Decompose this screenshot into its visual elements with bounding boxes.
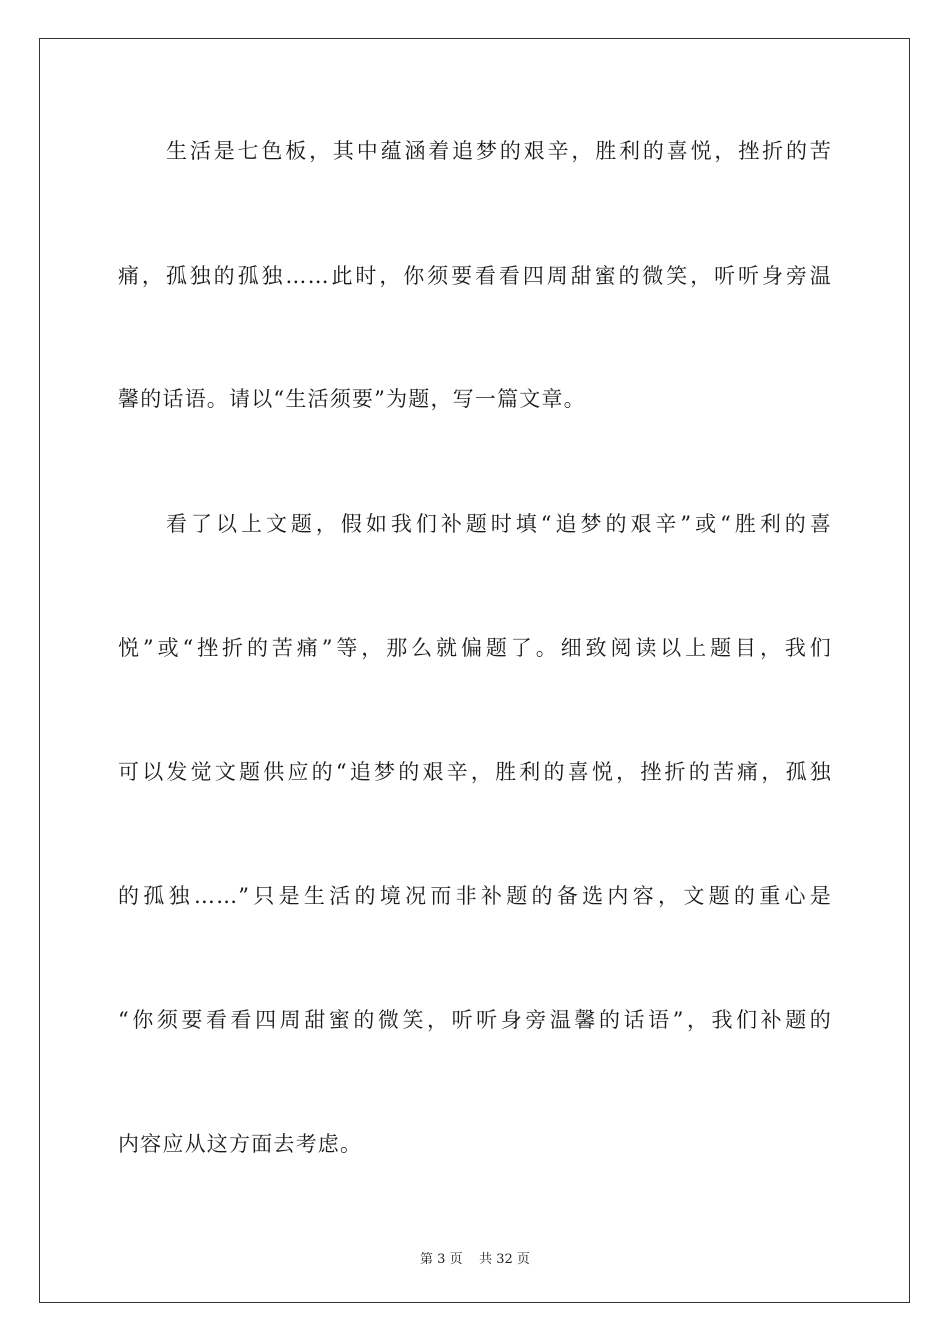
paragraph-2-line-4: 的孤独……”只是生活的境况而非补题的备选内容，文题的重心是 xyxy=(118,884,832,908)
page-total: 共 32 页 xyxy=(479,1252,530,1267)
page-number: 第 3 页 xyxy=(420,1252,463,1267)
paragraph-2-line-1: 看了以上文题，假如我们补题时填“追梦的艰辛”或“胜利的喜 xyxy=(166,512,832,536)
page-frame xyxy=(39,38,910,1303)
page-footer xyxy=(0,1248,950,1267)
paragraph-1-line-3: 馨的话语。请以“生活须要”为题，写一篇文章。 xyxy=(118,387,586,411)
paragraph-1-line-2: 痛，孤独的孤独……此时，你须要看看四周甜蜜的微笑，听听身旁温 xyxy=(118,264,832,288)
paragraph-2-line-3: 可以发觉文题供应的“追梦的艰辛，胜利的喜悦，挫折的苦痛，孤独 xyxy=(118,760,832,784)
paragraph-1-line-1: 生活是七色板，其中蕴涵着追梦的艰辛，胜利的喜悦，挫折的苦 xyxy=(166,139,832,163)
paragraph-2-line-2: 悦”或“挫折的苦痛”等，那么就偏题了。细致阅读以上题目，我们 xyxy=(118,636,832,660)
paragraph-2-line-5: “你须要看看四周甜蜜的微笑，听听身旁温馨的话语”，我们补题的 xyxy=(118,1008,832,1032)
paragraph-2-line-6: 内容应从这方面去考虑。 xyxy=(118,1132,363,1156)
